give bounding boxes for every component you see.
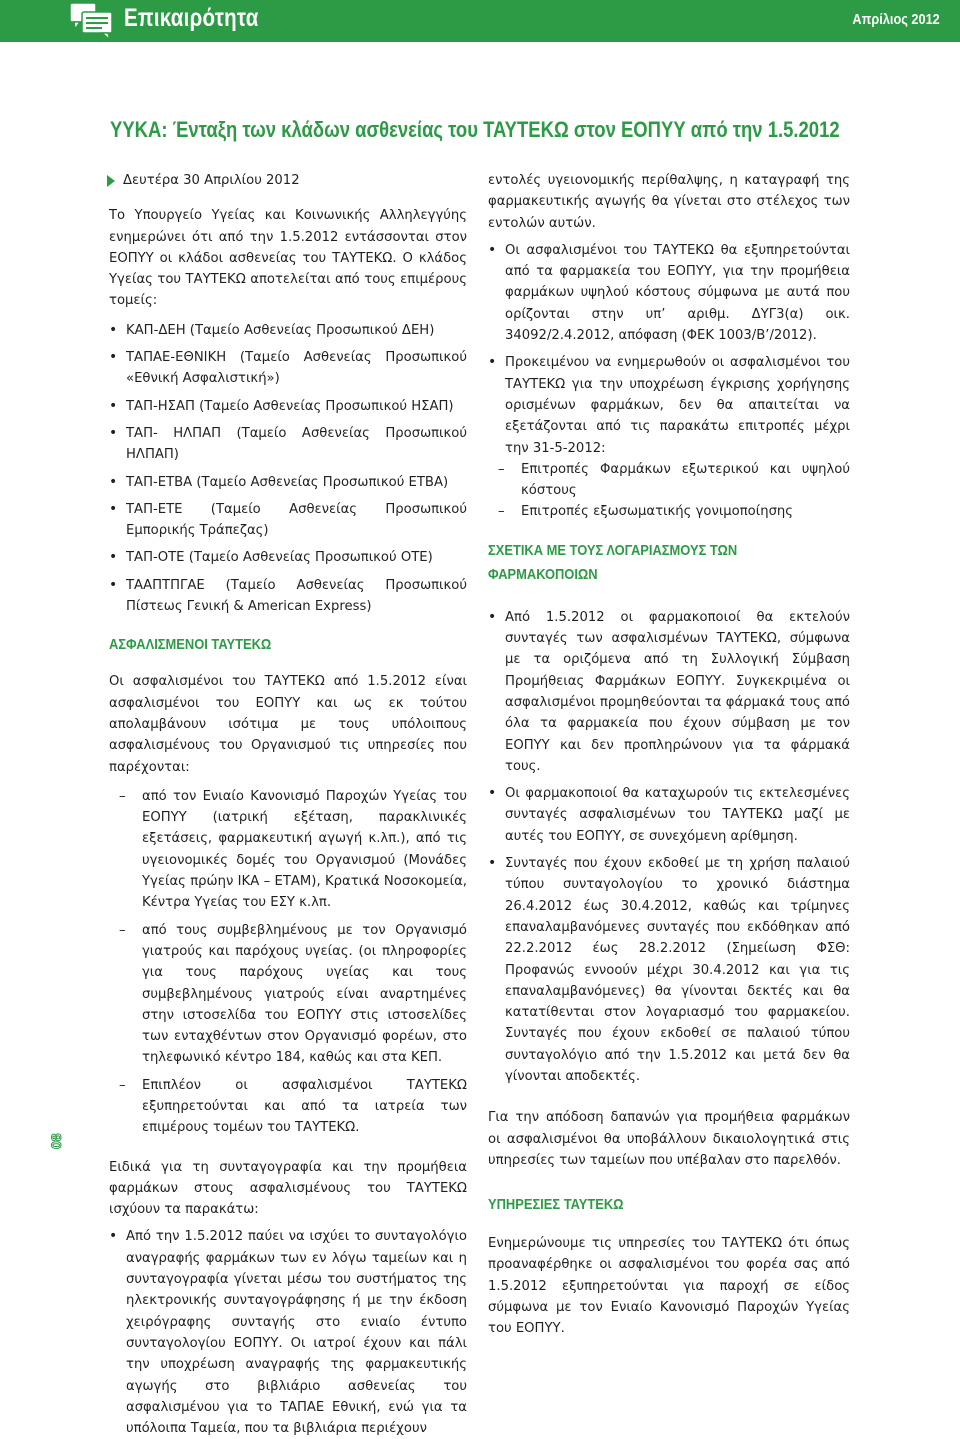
section-title: Επικαιρότητα <box>124 4 259 32</box>
sector-item: • ΤΑΠ-ΗΣΑΠ (Ταμείο Ασθενείας Προσωπικού ΗΣΑΠ) <box>109 396 467 417</box>
intro-paragraph: Το Υπουργείο Υγείας και Κοινωνικής Αλληλεγγύης ενημερώνει ότι από την 1.5.2012 εντάσσονται στον ΕΟΠΥΥ οι κλάδοι ασθενείας του ΤΑΥΤΕΚΩ. Ο κλάδος Υγείας του ΤΑΥΤΕΚΩ αποτελείται από τους επιμέρους τομείς: <box>109 208 467 309</box>
services-list <box>109 786 467 1139</box>
committees-list <box>488 459 850 523</box>
article-date-text: Δευτέρα 30 Απριλίου 2012 <box>123 173 300 188</box>
pharmacy-bullet: • Συνταγές που έχουν εκδοθεί με τη χρήση παλαιού τύπου συνταγολογίου το χρονικό διάστημα 26.4.2012 έως 30.4.2012, καθώς και τρίμηνες επαναλαμβανόμενες συνταγές που εκδόθηκαν από 22.2.2012 έως 28.2.2012 (Σημείωση ΦΣΘ: Προφανώς εννοούν μέχρι 30.4.2012 και για τις επαναλαμβανόμενες) θα γίνονται δεκτές και θα κατατίθενται στον λογαριασμό του φαρμακείου. Συνταγές που έχουν εκδοθεί σε παλαιού τύπου συνταγολόγιο από την 1.5.2012 και μετά δεν θα γίνονται αποδεκτές. <box>488 853 850 1087</box>
committee-item: – Επιτροπές εξωσωματικής γονιμοποίησης <box>488 501 850 522</box>
sector-item: • ΤΑΠ- ΗΛΠΑΠ (Ταμείο Ασθενείας Προσωπικού ΗΛΠΑΠ) <box>109 423 467 466</box>
services-paragraph: Ενημερώνουμε τις υπηρεσίες του ΤΑΥΤΕΚΩ ότι όπως προαναφέρθηκε οι ασφαλισμένοι του φορέα σας από 1.5.2012 εξυπηρετούνται για παροχή σε είδος σύμφωνα με τον Ενιαίο Κανονισμό Παροχών Υγείας του ΕΟΠΥΥ. <box>488 1236 850 1337</box>
page-number: 08 <box>48 1133 64 1149</box>
pharmacies-heading <box>488 539 850 587</box>
service-item: – από τους συμβεβλημένους με τον Οργανισμό γιατρούς και παρόχους υγείας. (οι πληροφορίες για τους παρόχους υγείας και τους συμβεβλημένους γιατρούς είναι αναρτημένες στην ιστοσελίδα του ΕΟΠΥΥ στις ιστοσελίδες των ενταχθέντων στον Οργανισμό φορέων, στο τηλεφωνικό κέντρο 184, καθώς και στα ΚΕΠ. <box>109 920 467 1069</box>
prescription-item: • Από την 1.5.2012 παύει να ισχύει το συνταγολόγιο αναγραφής φαρμάκων των εν λόγω ταμείων και η συνταγογραφία γίνεται μέσω του συστήματος της ηλεκτρονικής συνταγογράφησης ή με την έκδοση χειρόγραφης συνταγής στο ενιαίο έντυπο συνταγολογίου ΕΟΠΥΥ. Οι ιατροί έχουν και πάλι την υποχρέωση αναγραφής της φαρμακευτικής αγωγής στο βιβλιάριο ασθενείας του ασφαλισμένου για το ΤΑΠΑΕ Εθνική, ενώ για τα υπόλοιπα Ταμεία, που τα βιβλιάρια περιέχουν <box>109 1226 467 1439</box>
insured-bullet: • Προκειμένου να ενημερωθούν οι ασφαλισμένοι του ΤΑΥΤΕΚΩ για την υποχρέωση έγκρισης χορήγησης ορισμένων φαρμάκων, δεν θα απαιτείται να εξετάζονται από τις παρακάτω επιτροπές μέχρι την 31-5-2012: <box>488 352 850 458</box>
insured-paragraph: Οι ασφαλισμένοι του ΤΑΥΤΕΚΩ από 1.5.2012 είναι ασφαλισμένοι του ΕΟΠΥΥ και ως εκ τούτου απολαμβάνουν ισότιμα με τους υπόλοιπους ασφαλισμένους του Οργανισμού τις υπηρεσίες που παρέχονται: <box>109 674 467 775</box>
speech-bubbles-icon <box>66 0 118 44</box>
left-column <box>109 170 467 1439</box>
sector-item: • ΤΑΠ-ΕΤΒΑ (Ταμείο Ασθενείας Προσωπικού ΕΤΒΑ) <box>109 472 467 493</box>
pharmacies-heading-line2: ΦΑΡΜΑΚΟΠΟΙΩΝ <box>488 565 598 583</box>
insured-bullets <box>488 240 850 459</box>
pharmacy-bullets <box>488 607 850 1088</box>
prescription-list <box>109 1226 467 1439</box>
triangle-bullet-icon <box>107 175 115 187</box>
insured-heading: ΑΣΦΑΛΙΣΜΕΝΟΙ ΤΑΥΤΕΚΩ <box>109 636 272 654</box>
sector-item: • ΤΑΠΑΕ-ΕΘΝΙΚΗ (Ταμείο Ασθενείας Προσωπικού «Εθνική Ασφαλιστική») <box>109 347 467 390</box>
article-title: ΥΥΚΑ: Ένταξη των κλάδων ασθενείας του ΤΑΥΤΕΚΩ στον ΕΟΠΥΥ από την 1.5.2012 <box>110 117 840 142</box>
article-date <box>109 170 467 191</box>
sector-item: • ΤΑΠ-ΕΤΕ (Ταμείο Ασθενείας Προσωπικού Εμπορικής Τράπεζας) <box>109 499 467 542</box>
section-header-bar <box>0 0 960 42</box>
issue-date: Απρίλιος 2012 <box>852 11 940 28</box>
sector-item: • ΤΑΑΠΤΠΓΑΕ (Ταμείο Ασθενείας Προσωπικού Πίστεως Γενική & American Express) <box>109 575 467 618</box>
insured-bullet: • Οι ασφαλισμένοι του ΤΑΥΤΕΚΩ θα εξυπηρετούνται από τα φαρμακεία του ΕΟΠΥΥ, για την προμήθεια φαρμάκων υψηλού κόστους σύμφωνα με αυτά που ορίζονται στην υπ’ αριθμ. ΔΥΓ3(α) οικ. 34092/2.4.2012, απόφαση (ΦΕΚ 1003/Β’/2012). <box>488 240 850 346</box>
pharmacy-bullet: • Οι φαρμακοποιοί θα καταχωρούν τις εκτελεσμένες συνταγές ασφαλισμένων του ΤΑΥΤΕΚΩ μαζί με αυτές του ΕΟΠΥΥ, σε συνεχόμενη αρίθμηση. <box>488 783 850 847</box>
pharmacy-note: Για την απόδοση δαπανών για προμήθεια φαρμάκων οι ασφαλισμένοι θα υποβάλλουν δικαιολογητικά στις υπηρεσίες των ταμείων που υπέβαλαν στο παρελθόν. <box>488 1110 850 1168</box>
right-column <box>488 170 850 1340</box>
prescription-intro: Ειδικά για τη συνταγογραφία και την προμήθεια φαρμάκων στους ασφαλισμένους του ΤΑΥΤΕΚΩ ισχύουν τα παρακάτω: <box>109 1159 467 1218</box>
service-item: – από τον Ενιαίο Κανονισμό Παροχών Υγείας του ΕΟΠΥΥ (ιατρική εξέταση, παρακλινικές εξετάσεις, φαρμακευτική αγωγή κ.λπ.), από τις υγειονομικές δομές του Οργανισμού (Μονάδες Υγείας πρώην ΙΚΑ – ΕΤΑΜ), Κρατικά Νοσοκομεία, Κέντρα Υγείας του ΕΣΥ κ.λπ. <box>109 786 467 914</box>
sector-item: • ΚΑΠ-ΔΕΗ (Ταμείο Ασθενείας Προσωπικού ΔΕΗ) <box>109 320 467 341</box>
pharmacies-heading-line1: ΣΧΕΤΙΚΑ ΜΕ ΤΟΥΣ ΛΟΓΑΡΙΑΣΜΟΥΣ ΤΩΝ <box>488 541 738 559</box>
pharmacy-bullet: • Από 1.5.2012 οι φαρμακοποιοί θα εκτελούν συνταγές των ασφαλισμένων ΤΑΥΤΕΚΩ, σύμφωνα με τα οριζόμενα από τη Συλλογική Σύμβαση Προμήθειας Φαρμάκων ΕΟΠΥΥ. Συγκεκριμένα οι ασφαλισμένοι προμηθεύονται τα φάρμακά τους από όλα τα φαρμακεία που έχουν σύμβαση με τον ΕΟΠΥΥ και δεν προπληρώνουν για τα φάρμακά τους. <box>488 607 850 777</box>
committee-item: – Επιτροπές Φαρμάκων εξωτερικού και υψηλού κόστους <box>488 459 850 502</box>
sector-item: • ΤΑΠ-ΟΤΕ (Ταμείο Ασθενείας Προσωπικού ΟΤΕ) <box>109 547 467 568</box>
sectors-list <box>109 320 467 618</box>
prescription-continuation: εντολές υγειονομικής περίθαλψης, η καταγραφή της φαρμακευτικής αγωγής θα γίνεται στο στέλεχος των εντολών αυτών. <box>488 173 850 231</box>
services-heading: ΥΠΗΡΕΣΙΕΣ ΤΑΥΤΕΚΩ <box>488 1196 624 1214</box>
service-item: – Επιπλέον οι ασφαλισμένοι ΤΑΥΤΕΚΩ εξυπηρετούνται και από τα ιατρεία των επιμέρους τομέων του ΤΑΥΤΕΚΩ. <box>109 1075 467 1139</box>
